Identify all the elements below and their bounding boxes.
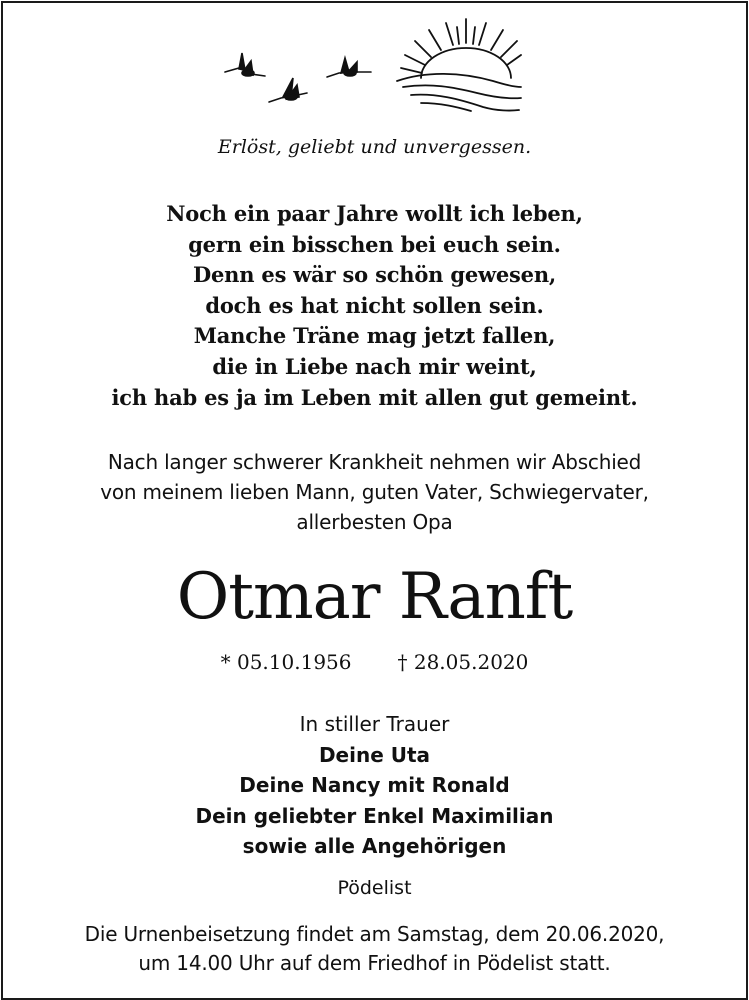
bird-icon bbox=[327, 58, 371, 77]
place: Pödelist bbox=[337, 877, 412, 899]
emblem bbox=[221, 15, 523, 113]
poem-line: Manche Träne mag jetzt fallen, bbox=[193, 323, 556, 349]
funeral-line: um 14.00 Uhr auf dem Friedhof in Pödelist statt. bbox=[138, 951, 611, 975]
poem-line: Noch ein paar Jahre wollt ich leben, bbox=[166, 201, 583, 226]
poem-line: doch es hat nicht sollen sein. bbox=[205, 292, 544, 318]
mourner-line: Deine Nancy mit Ronald bbox=[239, 773, 510, 797]
mourner-line: sowie alle Angehörigen bbox=[242, 834, 507, 858]
setting-sun-icon bbox=[397, 19, 521, 111]
intro-line: von meinem lieben Mann, guten Vater, Schwiegervater, bbox=[100, 480, 649, 504]
bird-icon bbox=[225, 53, 265, 76]
mourners bbox=[3, 709, 746, 862]
farewell-intro bbox=[3, 447, 746, 537]
mourners-heading: In stiller Trauer bbox=[299, 712, 450, 736]
poem-line: Denn es wär so schön gewesen, bbox=[192, 262, 557, 288]
poem-line: die in Liebe nach mir weint, bbox=[212, 353, 537, 379]
poem-line: gern ein bisschen bei euch sein. bbox=[188, 231, 561, 257]
intro-line: allerbesten Opa bbox=[296, 510, 453, 534]
deceased-name: Otmar Ranft bbox=[176, 560, 573, 634]
bird-icon bbox=[269, 78, 307, 102]
death-date: † 28.05.2020 bbox=[397, 650, 529, 674]
obituary-notice bbox=[1, 1, 748, 1000]
intro-line: Nach langer schwerer Krankheit nehmen wir Abschied bbox=[107, 450, 642, 474]
mourner-line: Dein geliebter Enkel Maximilian bbox=[195, 803, 554, 828]
poem-line: ich hab es ja im Leben mit allen gut gemeint. bbox=[111, 384, 638, 410]
funeral-line: Die Urnenbeisetzung findet am Samstag, dem 20.06.2020, bbox=[84, 922, 665, 946]
motto: Erlöst, geliebt und unvergessen. bbox=[217, 136, 532, 158]
mourner-line: Deine Uta bbox=[318, 742, 431, 767]
funeral-info bbox=[3, 920, 746, 978]
poem bbox=[3, 199, 746, 413]
life-dates bbox=[3, 648, 746, 676]
birth-date: * 05.10.1956 bbox=[220, 650, 352, 674]
